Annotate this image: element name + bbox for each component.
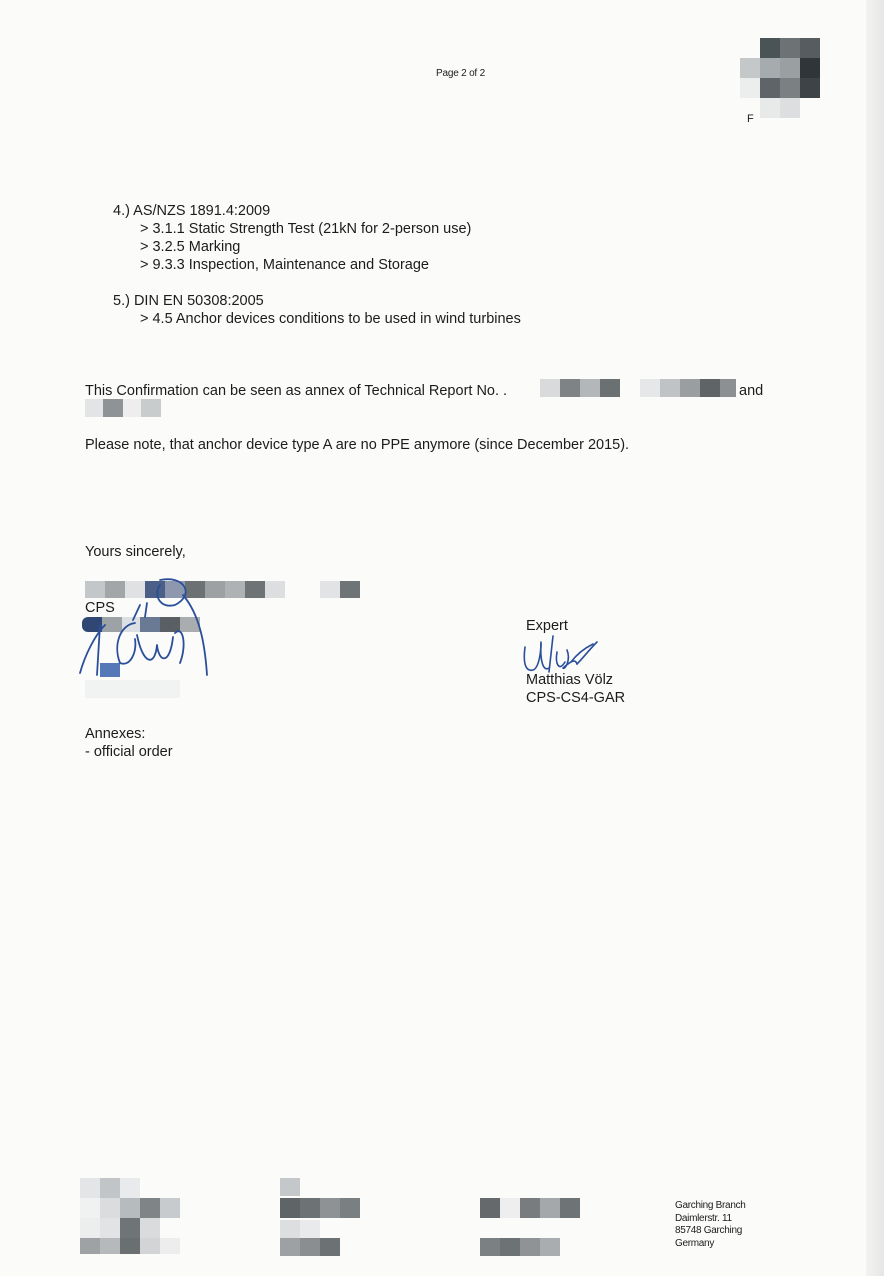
annex-sentence: This Confirmation can be seen as annex of Technical Report No. . <box>85 383 508 399</box>
footer-branch-line: Daimlerstr. 11 <box>675 1212 732 1224</box>
standard-4-item: > 9.3.3 Inspection, Maintenance and Storage <box>140 257 429 273</box>
left-signature <box>75 575 215 685</box>
standard-5-label: 5.) DIN EN 50308:2005 <box>113 293 264 309</box>
greeting: Yours sincerely, <box>85 544 186 560</box>
expert-name: Matthias Völz <box>526 672 614 688</box>
expert-label: Expert <box>526 618 568 634</box>
footer-branch-line: Garching Branch <box>675 1200 746 1211</box>
standard-4-item: > 3.1.1 Static Strength Test (21kN for 2-person use) <box>140 221 472 237</box>
left-signatory-dept: CPS <box>85 600 115 616</box>
standard-4-label: 4.) AS/NZS 1891.4:2009 <box>113 203 271 219</box>
standard-4-item: > 3.2.5 Marking <box>140 239 241 255</box>
footer-branch-address <box>675 1200 746 1250</box>
annexes-title: Annexes: <box>85 726 146 742</box>
annex-and: and <box>739 383 764 399</box>
expert-dept: CPS-CS4-GAR <box>526 690 626 706</box>
annex-item: - official order <box>85 744 173 760</box>
ppe-note: Please note, that anchor device type A are no PPE anymore (since December 2015). <box>85 437 630 453</box>
footer-branch-line: 85748 Garching <box>675 1225 742 1236</box>
page-number: Page 2 of 2 <box>436 68 485 79</box>
page-edge-shadow <box>866 0 884 1276</box>
footer-branch-line: Germany <box>675 1237 715 1249</box>
standard-5-item: > 4.5 Anchor devices conditions to be used in wind turbines <box>140 311 521 327</box>
corner-letter: F <box>747 113 754 125</box>
